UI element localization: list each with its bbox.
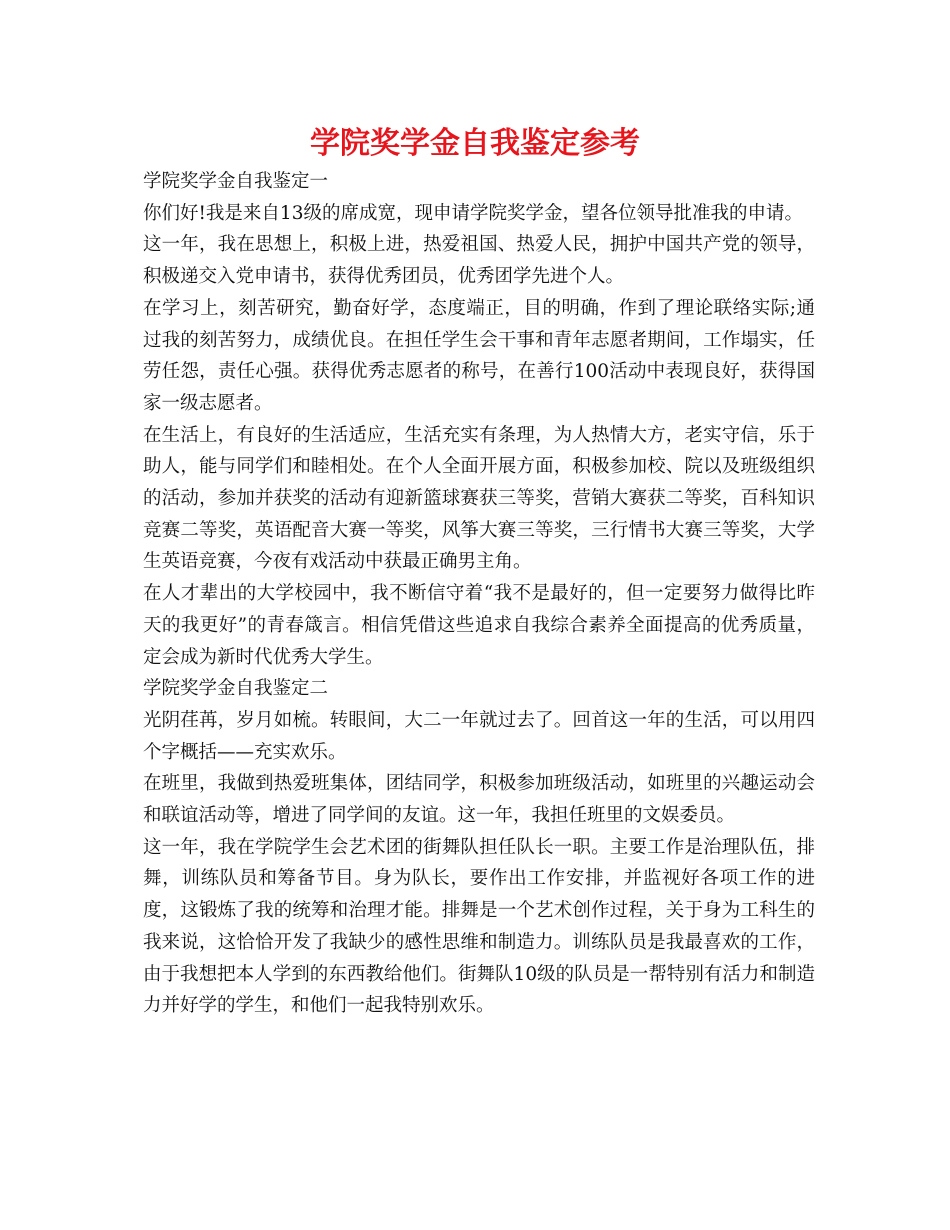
paragraph-motto: 在人才辈出的大学校园中，我不断信守着“我不是最好的，但一定要努力做得比昨天的我更好”的青春箴言。相信凭借这些追求自我综合素养全面提高的优秀质量，定会成为新时代优秀大学生。 bbox=[143, 583, 815, 668]
document-body bbox=[143, 166, 815, 1022]
paragraph-class: 在班里，我做到热爱班集体，团结同学，积极参加班级活动，如班里的兴趣运动会和联谊活动等，增进了同学间的友谊。这一年，我担任班里的文娱委员。 bbox=[143, 773, 815, 827]
paragraph-dance-team: 这一年，我在学院学生会艺术团的街舞队担任队长一职。主要工作是治理队伍，排舞，训练队员和筹备节目。身为队长，要作出工作安排，并监视好各项工作的进度，这锻炼了我的统筹和治理才能。排舞是一个艺术创作过程，关于身为工科生的我来说，这恰恰开发了我缺少的感性思维和制造力。训练队员是我最喜欢的工作，由于我想把本人学到的东西教给他们。街舞队10级的队员是一帮特别有活力和制造力并好学的学生，和他们一起我特别欢乐。 bbox=[143, 836, 815, 1017]
paragraph-ideology: 这一年，我在思想上，积极上进，热爱祖国、热爱人民，拥护中国共产党的领导，积极递交入党申请书，获得优秀团员，优秀团学先进个人。 bbox=[143, 234, 815, 288]
paragraph-study: 在学习上，刻苦研究，勤奋好学，态度端正，目的明确，作到了理论联络实际;通过我的刻苦努力，成绩优良。在担任学生会干事和青年志愿者期间，工作塌实，任劳任怨，责任心强。获得优秀志愿者的称号，在善行100活动中表现良好，获得国家一级志愿者。 bbox=[143, 297, 815, 414]
paragraph-intro: 光阴荏苒，岁月如梳。转眼间，大二一年就过去了。回首这一年的生活，可以用四个字概括——充实欢乐。 bbox=[143, 709, 815, 763]
paragraph-life: 在生活上，有良好的生活适应，生活充实有条理，为人热情大方，老实守信，乐于助人，能与同学们和睦相处。在个人全面开展方面，积极参加校、院以及班级组织的活动，参加并获奖的活动有迎新篮球赛获三等奖，营销大赛获二等奖，百科知识竞赛二等奖，英语配音大赛一等奖，风筝大赛三等奖，三行情书大赛三等奖，大学生英语竞赛，今夜有戏活动中获最正确男主角。 bbox=[143, 424, 815, 573]
document-title: 学院奖学金自我鉴定参考 bbox=[310, 126, 640, 161]
paragraph-greeting: 你们好!我是来自13级的席成宽，现申请学院奖学金，望各位领导批准我的申请。 bbox=[143, 202, 803, 224]
section-heading-one: 学院奖学金自我鉴定一 bbox=[143, 171, 329, 192]
section-heading-two: 学院奖学金自我鉴定二 bbox=[143, 678, 329, 700]
